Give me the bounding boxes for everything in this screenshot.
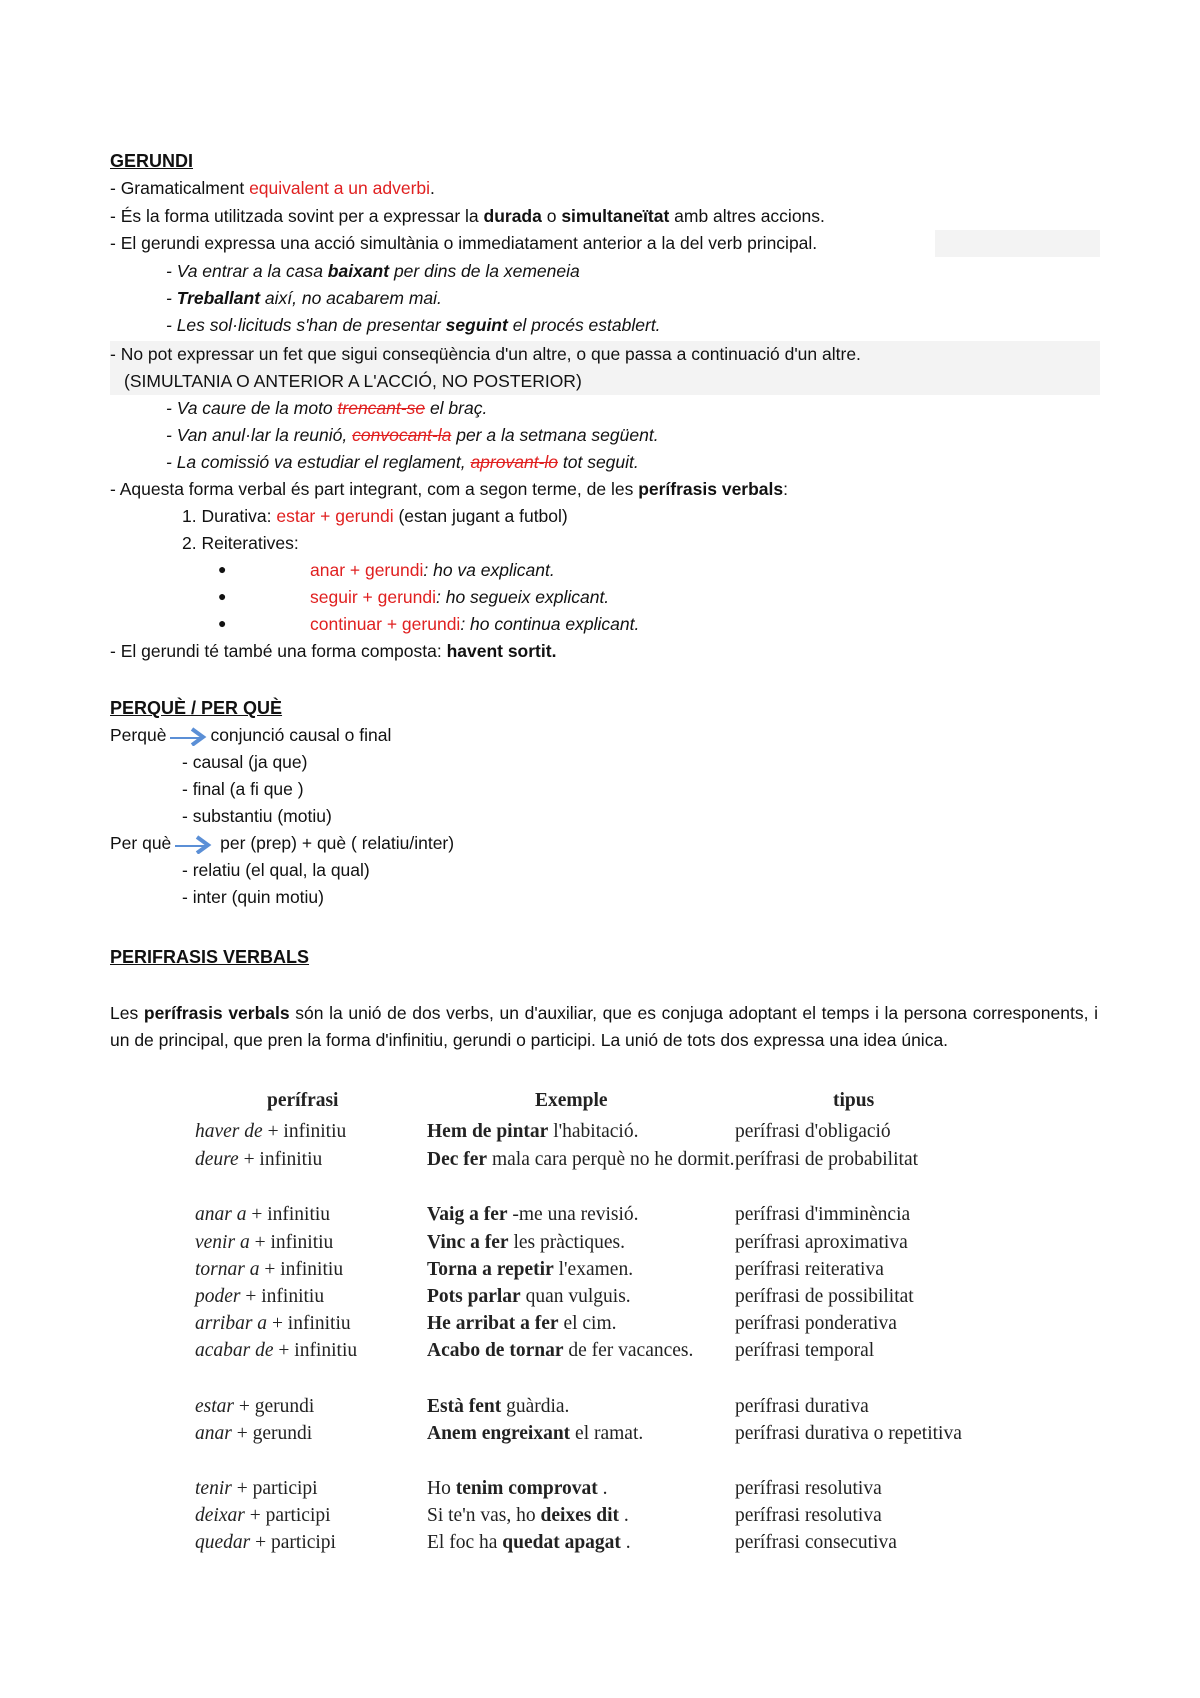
example-cell: Hem de pintar l'habitació. (427, 1121, 639, 1142)
example-cell: He arribat a fer el cim. (427, 1313, 617, 1334)
text-line: - No pot expressar un fet que sigui conseqüència d'un altre, o que passa a continuació d'un altre. (110, 344, 861, 364)
arrow-right-icon (173, 834, 213, 854)
example-cell: Anem engreixant el ramat. (427, 1423, 644, 1444)
perifrasi-cell: tenir + participi (195, 1478, 318, 1499)
bullet-item: anar + gerundi: ho va explicant. (310, 560, 555, 580)
text-line: - causal (ja que) (182, 752, 308, 772)
numbered-item: 1. Durativa: estar + gerundi (estan jugant a futbol) (182, 506, 568, 526)
type-cell: perífrasi resolutiva (735, 1505, 882, 1526)
text-line: - Aquesta forma verbal és part integrant, com a segon terme, de les perífrasis verbals: (110, 479, 789, 499)
text-line: Per què per (prep) + què ( relatiu/inter) (110, 833, 455, 853)
bullet-item: seguir + gerundi: ho segueix explicant. (310, 587, 610, 607)
bullet-icon: ● (218, 588, 227, 604)
perifrasi-cell: anar + gerundi (195, 1423, 313, 1444)
example-cell: Vinc a fer les pràctiques. (427, 1232, 626, 1253)
perifrasi-cell: deixar + participi (195, 1505, 331, 1526)
example-cell: Pots parlar quan vulguis. (427, 1286, 631, 1307)
highlight-band (935, 230, 1100, 257)
example-cell: Ho tenim comprovat . (427, 1478, 608, 1499)
text-line: - El gerundi expressa una acció simultània o immediatament anterior a la del verb principal. (110, 233, 818, 253)
type-cell: perífrasi durativa (735, 1396, 869, 1417)
example-cell: Vaig a fer -me una revisió. (427, 1204, 639, 1225)
perifrasi-cell: anar a + infinitiu (195, 1204, 331, 1225)
text-line: (SIMULTANIA O ANTERIOR A L'ACCIÓ, NO POSTERIOR) (124, 371, 582, 391)
type-cell: perífrasi de probabilitat (735, 1149, 919, 1170)
type-cell: perífrasi d'obligació (735, 1121, 891, 1142)
type-cell: perífrasi ponderativa (735, 1313, 897, 1334)
table-header: Exemple (535, 1090, 608, 1111)
example-line: - Va caure de la moto trencant-se el braç. (166, 398, 488, 418)
type-cell: perífrasi d'imminència (735, 1204, 911, 1225)
example-cell: El foc ha quedat apagat . (427, 1532, 631, 1553)
perifrasi-cell: acabar de + infinitiu (195, 1340, 358, 1361)
table-header: perífrasi (267, 1090, 339, 1111)
perifrasi-cell: tornar a + infinitiu (195, 1259, 344, 1280)
bullet-icon: ● (218, 615, 227, 631)
type-cell: perífrasi temporal (735, 1340, 875, 1361)
section-title-perque: PERQUÈ / PER QUÈ (110, 698, 283, 718)
type-cell: perífrasi resolutiva (735, 1478, 882, 1499)
perifrasi-cell: haver de + infinitiu (195, 1121, 347, 1142)
intro-paragraph: Les perífrasis verbals són la unió de dos verbs, un d'auxiliar, que es conjuga adoptant el temps i la persona corresponents, i un de principal, que pren la forma d'infinitiu, gerundi o participi. La unió de tots dos expressa una idea única. (110, 1003, 1098, 1050)
perifrasi-cell: arribar a + infinitiu (195, 1313, 351, 1334)
perifrasi-cell: estar + gerundi (195, 1396, 315, 1417)
text-line: - Gramaticalment equivalent a un adverbi. (110, 178, 435, 198)
perifrasi-cell: quedar + participi (195, 1532, 336, 1553)
example-cell: Si te'n vas, ho deixes dit . (427, 1505, 629, 1526)
text-line: Perquè conjunció causal o final (110, 725, 392, 745)
table-header: tipus (833, 1090, 875, 1111)
example-line: - Van anul·lar la reunió, convocant-la per a la setmana següent. (166, 425, 659, 445)
bullet-icon: ● (218, 561, 227, 577)
example-cell: Acabo de tornar de fer vacances. (427, 1340, 694, 1361)
text-line: - El gerundi té també una forma composta: havent sortit. (110, 641, 557, 661)
example-line: - La comissió va estudiar el reglament, aprovant-lo tot seguit. (166, 452, 639, 472)
type-cell: perífrasi reiterativa (735, 1259, 884, 1280)
text-line: - inter (quin motiu) (182, 887, 324, 907)
example-cell: Dec fer mala cara perquè no he dormit. (427, 1149, 735, 1170)
type-cell: perífrasi aproximativa (735, 1232, 908, 1253)
perifrasi-cell: deure + infinitiu (195, 1149, 323, 1170)
example-line: - Les sol·licituds s'han de presentar seguint el procés establert. (166, 315, 661, 335)
type-cell: perífrasi durativa o repetitiva (735, 1423, 962, 1444)
arrow-right-icon (168, 726, 208, 746)
bullet-item: continuar + gerundi: ho continua explicant. (310, 614, 640, 634)
example-cell: Torna a repetir l'examen. (427, 1259, 634, 1280)
type-cell: perífrasi consecutiva (735, 1532, 897, 1553)
numbered-item: 2. Reiteratives: (182, 533, 299, 553)
example-line: - Treballant així, no acabarem mai. (166, 288, 442, 308)
type-cell: perífrasi de possibilitat (735, 1286, 914, 1307)
example-cell: Està fent guàrdia. (427, 1396, 570, 1417)
section-title-perifrasis: PERIFRASIS VERBALS (110, 947, 310, 967)
perifrasi-cell: venir a + infinitiu (195, 1232, 334, 1253)
text-line: - relatiu (el qual, la qual) (182, 860, 370, 880)
text-line: - És la forma utilitzada sovint per a expressar la durada o simultaneïtat amb altres accions. (110, 206, 825, 226)
perifrasi-cell: poder + infinitiu (195, 1286, 325, 1307)
text-line: - substantiu (motiu) (182, 806, 332, 826)
section-title-gerundi: GERUNDI (110, 151, 194, 171)
example-line: - Va entrar a la casa baixant per dins de la xemeneia (166, 261, 580, 281)
text-line: - final (a fi que ) (182, 779, 304, 799)
